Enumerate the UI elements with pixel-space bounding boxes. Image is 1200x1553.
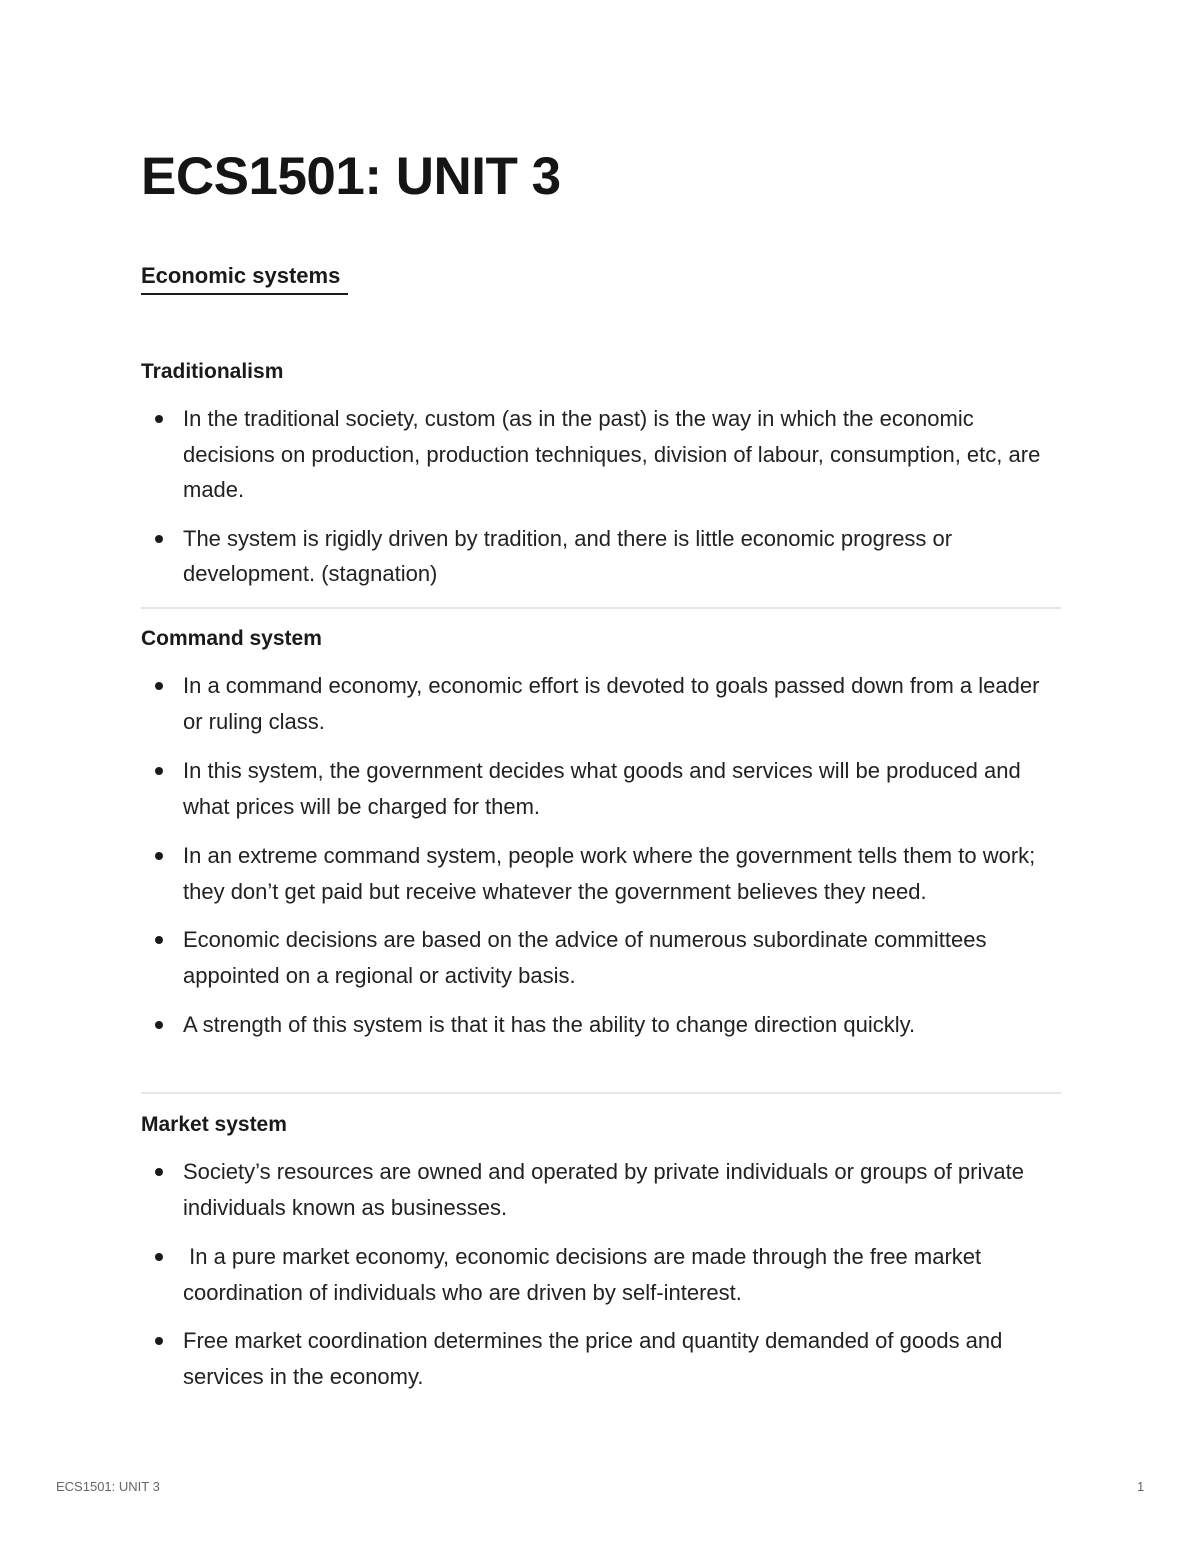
- bullet-list-traditionalism: [141, 401, 1061, 592]
- list-item: [141, 1323, 1061, 1394]
- bullet-icon: [155, 936, 163, 944]
- section-traditionalism: [141, 357, 1061, 592]
- list-item-text: Society’s resources are owned and operated by private individuals or groups of private individuals known as businesses.: [183, 1159, 1024, 1220]
- list-item-text: In a command economy, economic effort is devoted to goals passed down from a leader or ruling class.: [183, 673, 1040, 734]
- footer-page-number: 1: [1137, 1479, 1145, 1494]
- bullet-list-command-system: [141, 668, 1061, 1043]
- list-item: [141, 521, 1061, 592]
- bullet-icon: [155, 767, 163, 775]
- document-title: ECS1501: UNIT 3: [141, 147, 561, 206]
- section-heading-economic-systems: Economic systems: [141, 263, 348, 295]
- bullet-icon: [155, 535, 163, 543]
- bullet-icon: [155, 1021, 163, 1029]
- bullet-icon: [155, 682, 163, 690]
- section-divider: [141, 607, 1061, 609]
- sub-heading-command-system: Command system: [141, 627, 322, 650]
- list-item-text: In an extreme command system, people work where the government tells them to work; they don’t get paid but receive whatever the government believes they need.: [183, 843, 1036, 904]
- list-item-text: A strength of this system is that it has the ability to change direction quickly.: [183, 1012, 916, 1037]
- list-item: [141, 1007, 1061, 1043]
- list-item: [141, 753, 1061, 824]
- section-command-system: [141, 624, 1061, 1043]
- bullet-icon: [155, 1253, 163, 1261]
- sub-heading-traditionalism: Traditionalism: [141, 360, 284, 383]
- list-item: [141, 668, 1061, 739]
- bullet-icon: [155, 852, 163, 860]
- section-market-system: [141, 1110, 1061, 1394]
- list-item-text: The system is rigidly driven by tradition, and there is little economic progress or development. (stagnation): [183, 525, 953, 586]
- bullet-icon: [155, 415, 163, 423]
- bullet-list-market-system: [141, 1154, 1061, 1394]
- footer-document-title: ECS1501: UNIT 3: [56, 1479, 160, 1494]
- list-item: [141, 1239, 1061, 1310]
- list-item: [141, 838, 1061, 909]
- list-item-text: In this system, the government decides what goods and services will be produced and what prices will be charged for them.: [183, 758, 1021, 819]
- bullet-icon: [155, 1337, 163, 1345]
- list-item-text: Economic decisions are based on the advice of numerous subordinate committees appointed on a regional or activity basis.: [183, 927, 987, 988]
- list-item: [141, 922, 1061, 993]
- list-item: [141, 1154, 1061, 1225]
- list-item-text: In a pure market economy, economic decisions are made through the free market coordination of individuals who are driven by self-interest.: [183, 1244, 988, 1305]
- bullet-icon: [155, 1168, 163, 1176]
- list-item-text: Free market coordination determines the price and quantity demanded of goods and services in the economy.: [183, 1328, 1003, 1389]
- list-item: [141, 401, 1061, 508]
- sub-heading-market-system: Market system: [141, 1113, 287, 1136]
- list-item-text: In the traditional society, custom (as in the past) is the way in which the economic decisions on production, production techniques, division of labour, consumption, etc, are made.: [183, 406, 1041, 502]
- section-divider: [141, 1092, 1061, 1094]
